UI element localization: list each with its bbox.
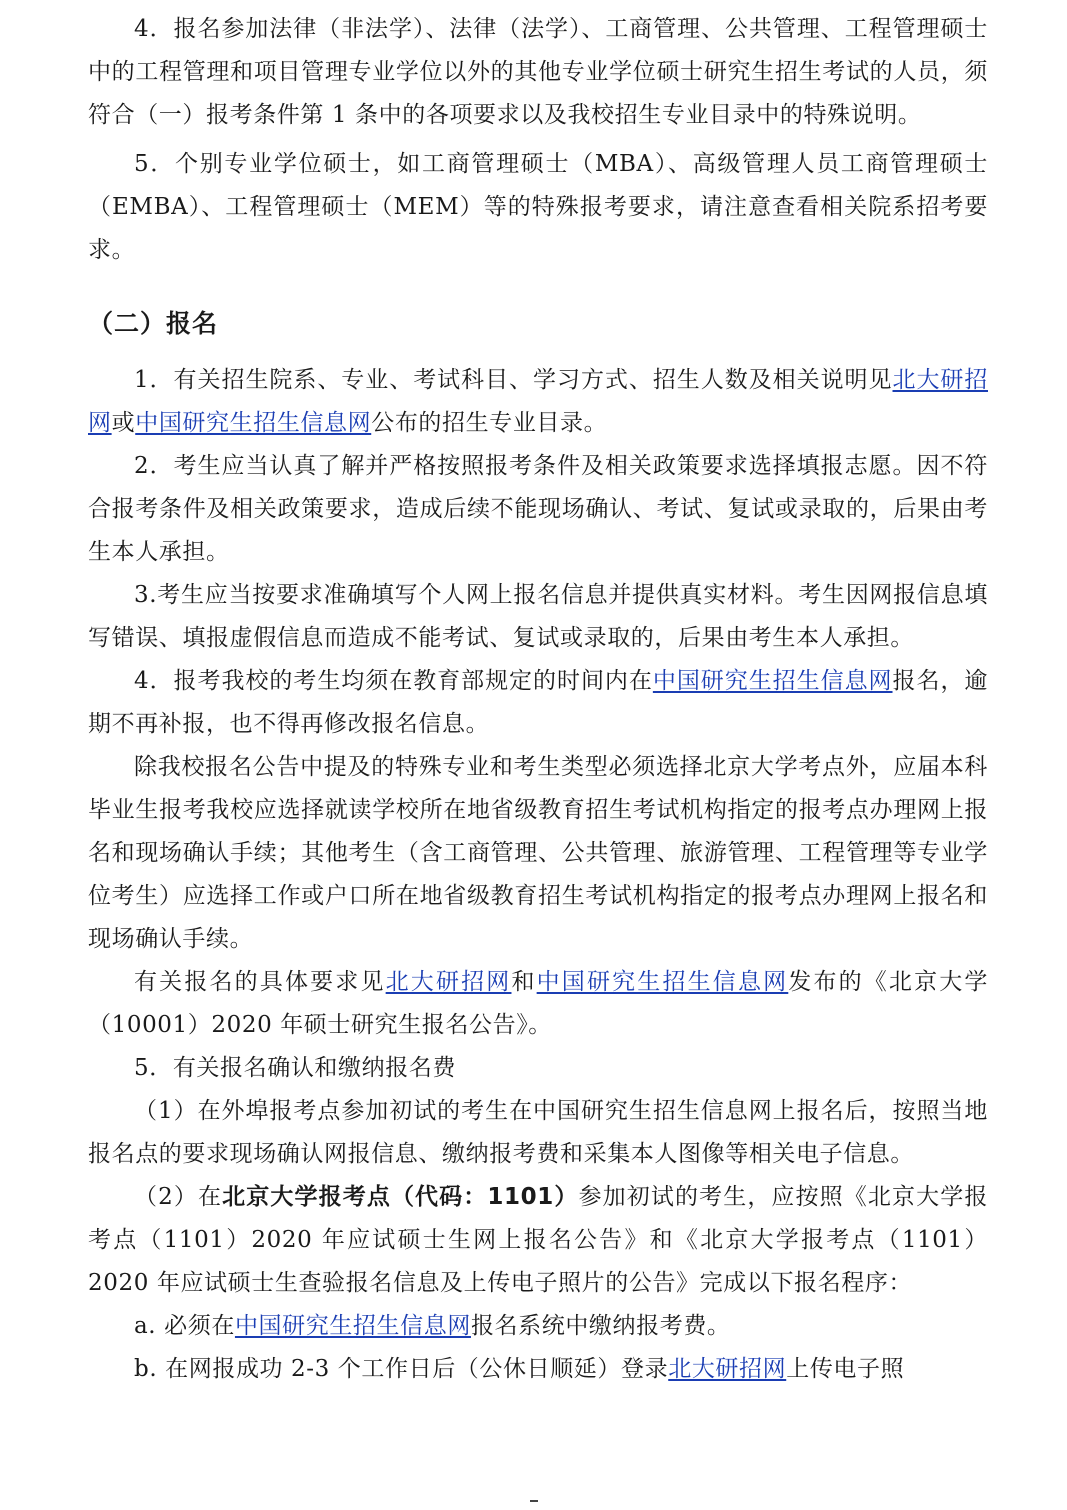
link-chsi[interactable]: 中国研究生招生信息网 <box>536 969 789 995</box>
link-pku-admissions[interactable]: 北大研招网 <box>385 969 512 995</box>
registration-item-5-1: （1）在外埠报考点参加初试的考生在中国研究生招生信息网上报名后，按照当地报名点的要求现场确认网报信息、缴纳报考费和采集本人图像等相关电子信息。 <box>88 1098 988 1167</box>
text: 参加初试的考生，应按照《北京大学报考点（1101）2020 年应试硕士生网上报名公告》和《北京大学报考点（1101）2020 年应试硕士生查验报名信息及上传电子照片的公告》完成以下报名程序： <box>88 1184 988 1296</box>
text: （2）在 <box>134 1184 223 1210</box>
text: 或 <box>111 410 136 436</box>
link-pku-admissions[interactable]: 北大研招网 <box>88 367 988 436</box>
registration-item-5: 5．有关报名确认和缴纳报名费 <box>134 1055 457 1081</box>
registration-item-4-note: 除我校报名公告中提及的特殊专业和考生类型必须选择北京大学考点外，应届本科毕业生报考我校应选择就读学校所在地省级教育招生考试机构指定的报考点办理网上报名和现场确认手续；其他考生（含工商管理、公共管理、旅游管理、工程管理等专业学位考生）应选择工作或户口所在地省级教育招生考试机构指定的报考点办理网上报名和现场确认手续。 <box>88 754 988 952</box>
document-page <box>88 8 988 1391</box>
paragraph-4: 4．报名参加法律（非法学）、法律（法学）、工商管理、公共管理、工程管理硕士中的工程管理和项目管理专业学位以外的其他专业学位硕士研究生招生考试的人员，须符合（一）报考条件第 1 条中的各项要求以及我校招生专业目录中的特殊说明。 <box>88 16 988 128</box>
registration-item-2: 2．考生应当认真了解并严格按照报考条件及相关政策要求选择填报志愿。因不符合报考条件及相关政策要求，造成后续不能现场确认、考试、复试或录取的，后果由考生本人承担。 <box>88 453 988 565</box>
text: b. 在网报成功 2-3 个工作日后（公休日顺延）登录 <box>134 1356 669 1382</box>
link-chsi[interactable]: 中国研究生招生信息网 <box>652 668 893 694</box>
text: 有关报名的具体要求见 <box>134 969 386 995</box>
registration-step-b <box>88 1348 988 1391</box>
text: 报名，逾期不再补报，也不得再修改报名信息。 <box>88 668 989 737</box>
text: 公布的招生专业目录。 <box>371 410 608 436</box>
bold-text: 北京大学报考点（代码：1101） <box>222 1184 579 1210</box>
text: 1．有关招生院系、专业、考试科目、学习方式、招生人数及相关说明见 <box>134 367 893 393</box>
paragraph-5: 5．个别专业学位硕士，如工商管理硕士（MBA）、高级管理人员工商管理硕士（EMBA）、工程管理硕士（MEM）等的特殊报考要求，请注意查看相关院系招考要求。 <box>88 151 988 263</box>
registration-item-3: 3.考生应当按要求准确填写个人网上报名信息并提供真实材料。考生因网报信息填写错误、填报虚假信息而造成不能考试、复试或录取的，后果由考生本人承担。 <box>88 582 988 651</box>
text: 上传电子照 <box>786 1356 905 1382</box>
registration-item-4-requirements <box>88 961 988 1047</box>
text: 报名系统中缴纳报考费。 <box>470 1313 731 1339</box>
registration-step-a <box>88 1305 988 1348</box>
text: a. 必须在 <box>134 1313 235 1339</box>
registration-item-1 <box>88 359 988 445</box>
link-chsi[interactable]: 中国研究生招生信息网 <box>135 410 372 436</box>
registration-item-5-2 <box>88 1176 988 1305</box>
link-pku-admissions[interactable]: 北大研招网 <box>668 1356 787 1382</box>
text: 4．报考我校的考生均须在教育部规定的时间内在 <box>134 668 653 694</box>
text: 发布的《北京大学（10001）2020 年硕士研究生报名公告》。 <box>88 969 989 1038</box>
text: 和 <box>511 969 537 995</box>
section-heading-registration: （二）报名 <box>88 309 219 338</box>
registration-item-4 <box>88 660 988 746</box>
link-chsi[interactable]: 中国研究生招生信息网 <box>234 1313 471 1339</box>
